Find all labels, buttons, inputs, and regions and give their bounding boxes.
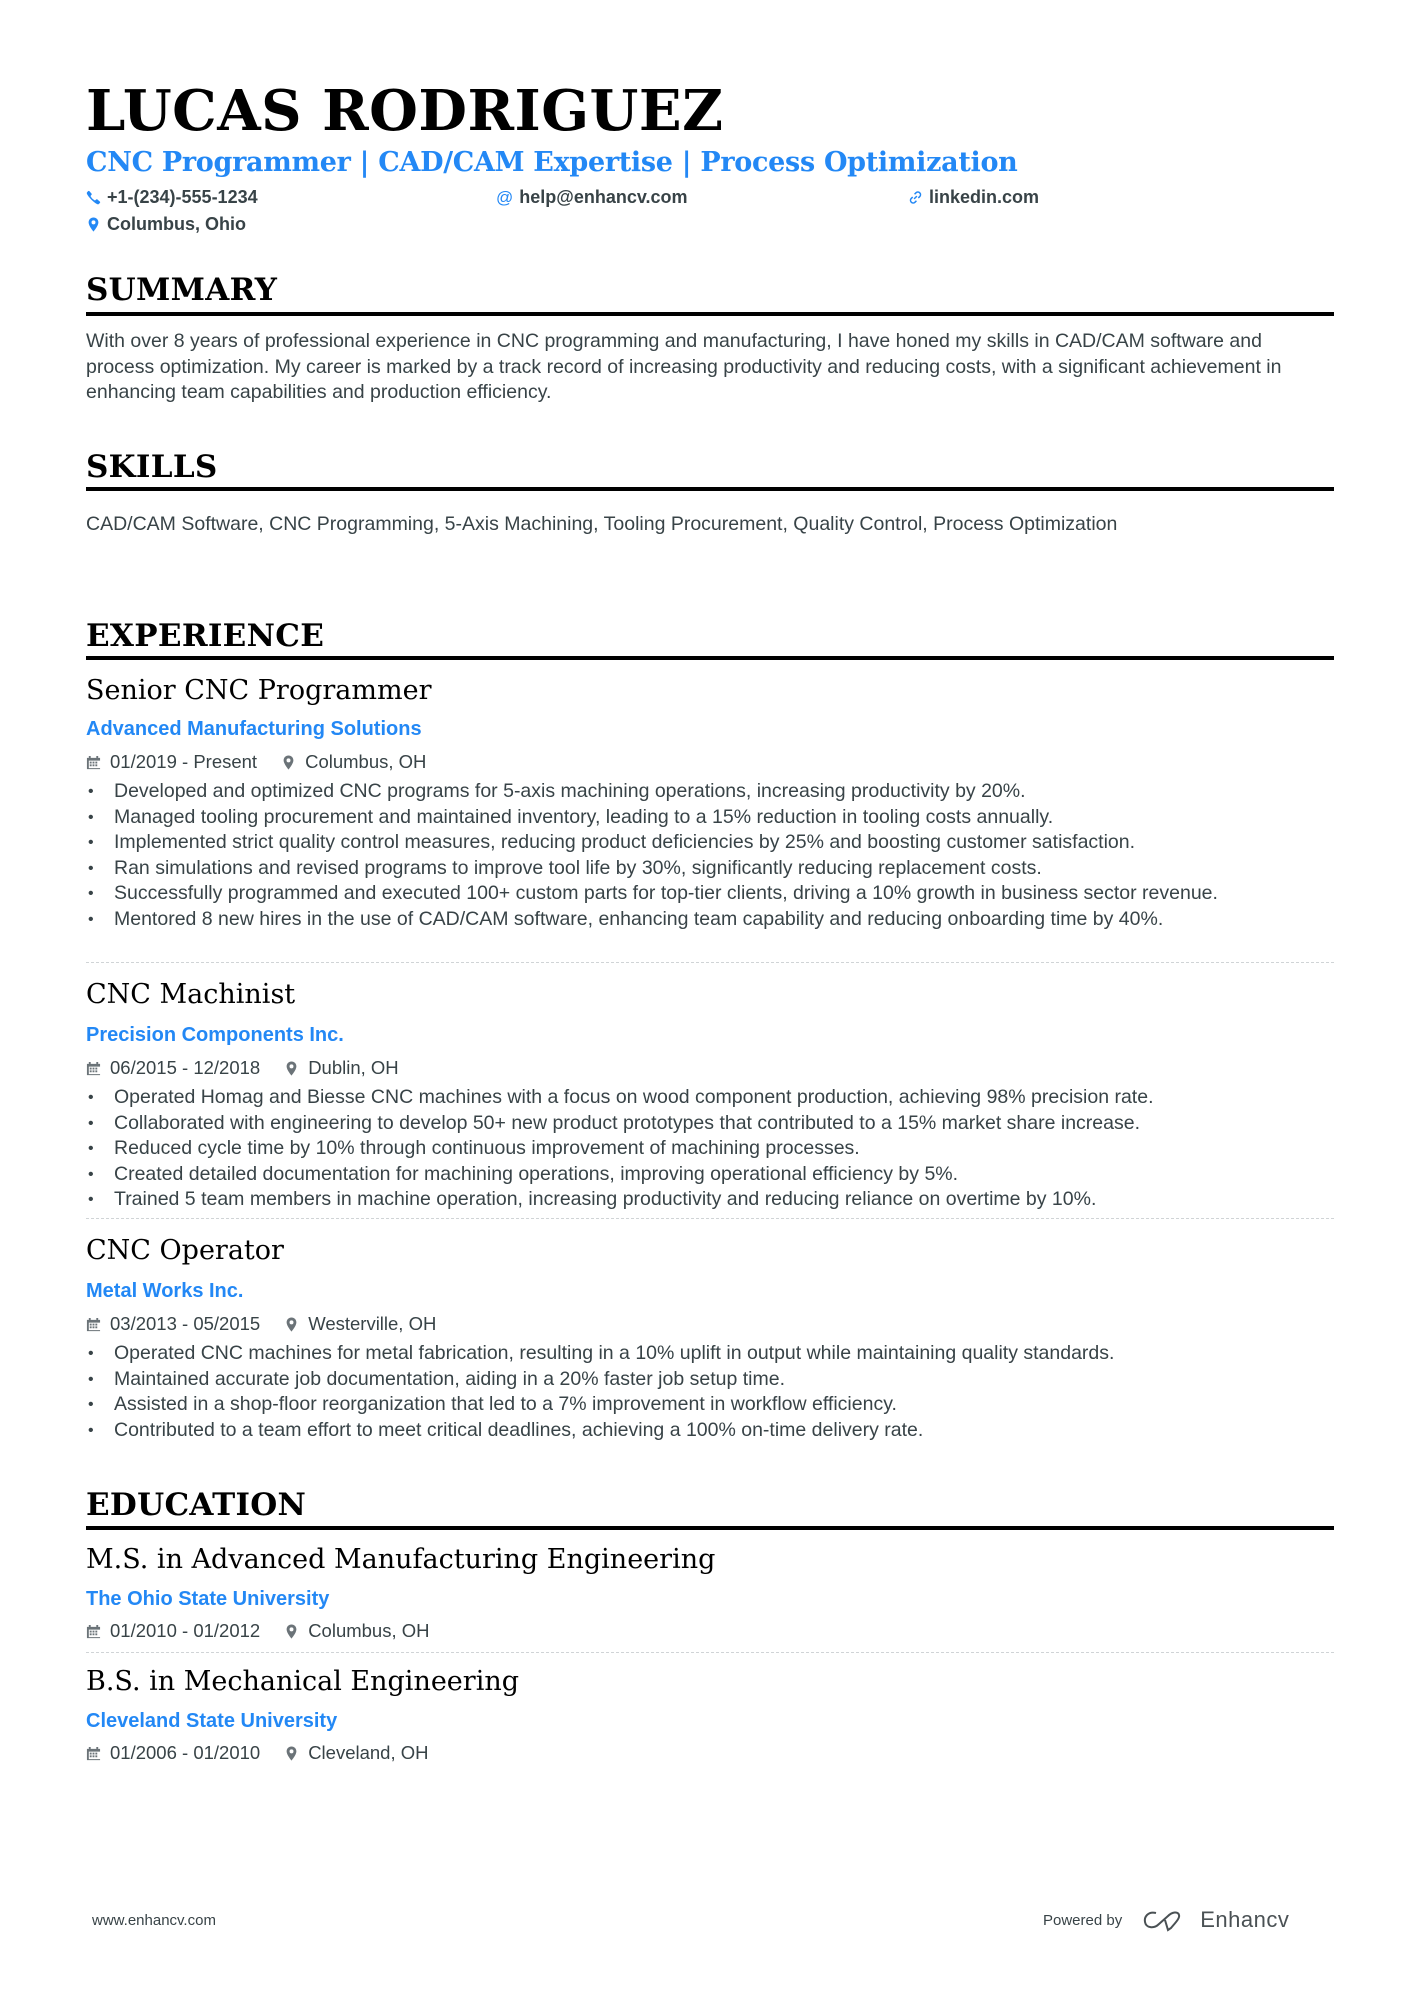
job-location-text: Westerville, OH xyxy=(308,1313,437,1334)
location-pin-icon xyxy=(284,1061,299,1076)
footer-website-link[interactable]: www.enhancv.com xyxy=(92,1912,216,1929)
phone-icon xyxy=(86,190,101,205)
school-name: The Ohio State University xyxy=(86,1588,330,1610)
location-pin-icon xyxy=(86,217,101,232)
section-rule xyxy=(86,487,1334,491)
education-location xyxy=(284,1742,428,1764)
job-dates: 01/2019 - Present xyxy=(110,751,258,772)
list-item: • Developed and optimized CNC programs for 5-axis machining operations, increasing productivity by 20%. xyxy=(86,779,1334,805)
enhancv-logo-icon xyxy=(1142,1908,1190,1932)
contact-linkedin[interactable] xyxy=(908,186,1039,208)
list-item: • Operated CNC machines for metal fabrication, resulting in a 10% uplift in output while maintaining quality standards. xyxy=(86,1341,1334,1367)
contact-location xyxy=(86,213,246,235)
section-rule xyxy=(86,312,1334,316)
education-meta xyxy=(86,1620,430,1642)
job-bullets xyxy=(86,1341,1334,1443)
job-meta xyxy=(86,1313,436,1335)
job-title: CNC Machinist xyxy=(86,979,296,1010)
job-dates: 06/2015 - 12/2018 xyxy=(110,1057,261,1078)
list-item: • Successfully programmed and executed 100+ custom parts for top-tier clients, driving a 10% growth in business sector revenue. xyxy=(86,881,1334,907)
linkedin-text: linkedin.com xyxy=(929,187,1040,207)
degree-title: M.S. in Advanced Manufacturing Engineering xyxy=(86,1544,716,1575)
headline: CNC Programmer | CAD/CAM Expertise | Process Optimization xyxy=(86,147,1018,178)
education-meta xyxy=(86,1742,429,1764)
contact-phone[interactable] xyxy=(86,186,258,208)
section-title-experience: EXPERIENCE xyxy=(86,618,325,654)
calendar-icon xyxy=(86,1746,101,1761)
skills-text: CAD/CAM Software, CNC Programming, 5-Axis Machining, Tooling Procurement, Quality Control, Process Optimization xyxy=(86,513,1118,535)
company-name: Precision Components Inc. xyxy=(86,1024,344,1046)
entry-divider xyxy=(86,1652,1334,1653)
school-name: Cleveland State University xyxy=(86,1710,338,1732)
company-name: Advanced Manufacturing Solutions xyxy=(86,718,422,740)
section-title-education: EDUCATION xyxy=(86,1487,307,1523)
job-bullets xyxy=(86,779,1334,932)
list-item: • Assisted in a shop-floor reorganization that led to a 7% improvement in workflow efficiency. xyxy=(86,1392,1334,1418)
job-location-text: Dublin, OH xyxy=(308,1057,399,1078)
job-location xyxy=(284,1313,436,1335)
candidate-name: LUCAS RODRIGUEZ xyxy=(86,78,724,144)
calendar-icon xyxy=(86,1317,101,1332)
company-name: Metal Works Inc. xyxy=(86,1280,244,1302)
education-location-text: Columbus, OH xyxy=(308,1620,430,1641)
list-item: • Operated Homag and Biesse CNC machines with a focus on wood component production, achieving 98% precision rate. xyxy=(86,1085,1334,1111)
section-rule xyxy=(86,1526,1334,1530)
list-item: • Created detailed documentation for machining operations, improving operational efficiency by 5%. xyxy=(86,1162,1334,1188)
at-icon: @ xyxy=(496,187,514,207)
footer-powered-by[interactable] xyxy=(1043,1907,1289,1933)
list-item: • Collaborated with engineering to develop 50+ new product prototypes that contributed to a 15% market share increase. xyxy=(86,1111,1334,1137)
calendar-icon xyxy=(86,1061,101,1076)
list-item: • Managed tooling procurement and maintained inventory, leading to a 15% reduction in tooling costs annually. xyxy=(86,805,1334,831)
education-dates: 01/2006 - 01/2010 xyxy=(110,1742,261,1763)
calendar-icon xyxy=(86,755,101,770)
summary-text: With over 8 years of professional experience in CNC programming and manufacturing, I have honed my skills in CAD/CAM software and process optimization. My career is marked by a track record of increasing productivity and reducing costs, with a significant achievement in enhancing team capabilities and production efficiency. xyxy=(86,330,1282,403)
enhancv-logo xyxy=(1142,1907,1289,1933)
location-text: Columbus, Ohio xyxy=(107,214,246,234)
job-meta xyxy=(86,751,426,773)
location-pin-icon xyxy=(284,1317,299,1332)
education-location-text: Cleveland, OH xyxy=(308,1742,429,1763)
section-title-skills: SKILLS xyxy=(86,449,218,485)
list-item: • Maintained accurate job documentation, aiding in a 20% faster job setup time. xyxy=(86,1367,1334,1393)
education-location xyxy=(284,1620,429,1642)
brand-name: Enhancv xyxy=(1200,1907,1290,1932)
job-location xyxy=(284,1057,398,1079)
section-rule xyxy=(86,656,1334,660)
entry-divider xyxy=(86,962,1334,963)
location-pin-icon xyxy=(281,755,296,770)
section-title-summary: SUMMARY xyxy=(86,272,278,308)
phone-text: +1-(234)-555-1234 xyxy=(107,187,258,207)
list-item: • Trained 5 team members in machine operation, increasing productivity and reducing reliance on overtime by 10%. xyxy=(86,1187,1334,1213)
list-item: • Ran simulations and revised programs to improve tool life by 30%, significantly reducing replacement costs. xyxy=(86,856,1334,882)
contact-email[interactable] xyxy=(496,186,688,208)
location-pin-icon xyxy=(284,1624,299,1639)
list-item: • Contributed to a team effort to meet critical deadlines, achieving a 100% on-time delivery rate. xyxy=(86,1418,1334,1444)
job-title: Senior CNC Programmer xyxy=(86,675,432,706)
list-item: • Reduced cycle time by 10% through continuous improvement of machining processes. xyxy=(86,1136,1334,1162)
location-pin-icon xyxy=(284,1746,299,1761)
powered-by-label: Powered by xyxy=(1043,1911,1123,1929)
job-location-text: Columbus, OH xyxy=(305,751,427,772)
job-bullets xyxy=(86,1085,1334,1213)
entry-divider xyxy=(86,1218,1334,1219)
email-text: help@enhancv.com xyxy=(519,187,688,207)
link-icon xyxy=(908,190,923,205)
job-meta xyxy=(86,1057,399,1079)
list-item: • Mentored 8 new hires in the use of CAD/CAM software, enhancing team capability and reducing onboarding time by 40%. xyxy=(86,907,1334,933)
list-item: • Implemented strict quality control measures, reducing product deficiencies by 25% and boosting customer satisfaction. xyxy=(86,830,1334,856)
job-title: CNC Operator xyxy=(86,1235,284,1266)
calendar-icon xyxy=(86,1624,101,1639)
job-dates: 03/2013 - 05/2015 xyxy=(110,1313,261,1334)
job-location xyxy=(281,751,426,773)
degree-title: B.S. in Mechanical Engineering xyxy=(86,1666,520,1697)
education-dates: 01/2010 - 01/2012 xyxy=(110,1620,261,1641)
